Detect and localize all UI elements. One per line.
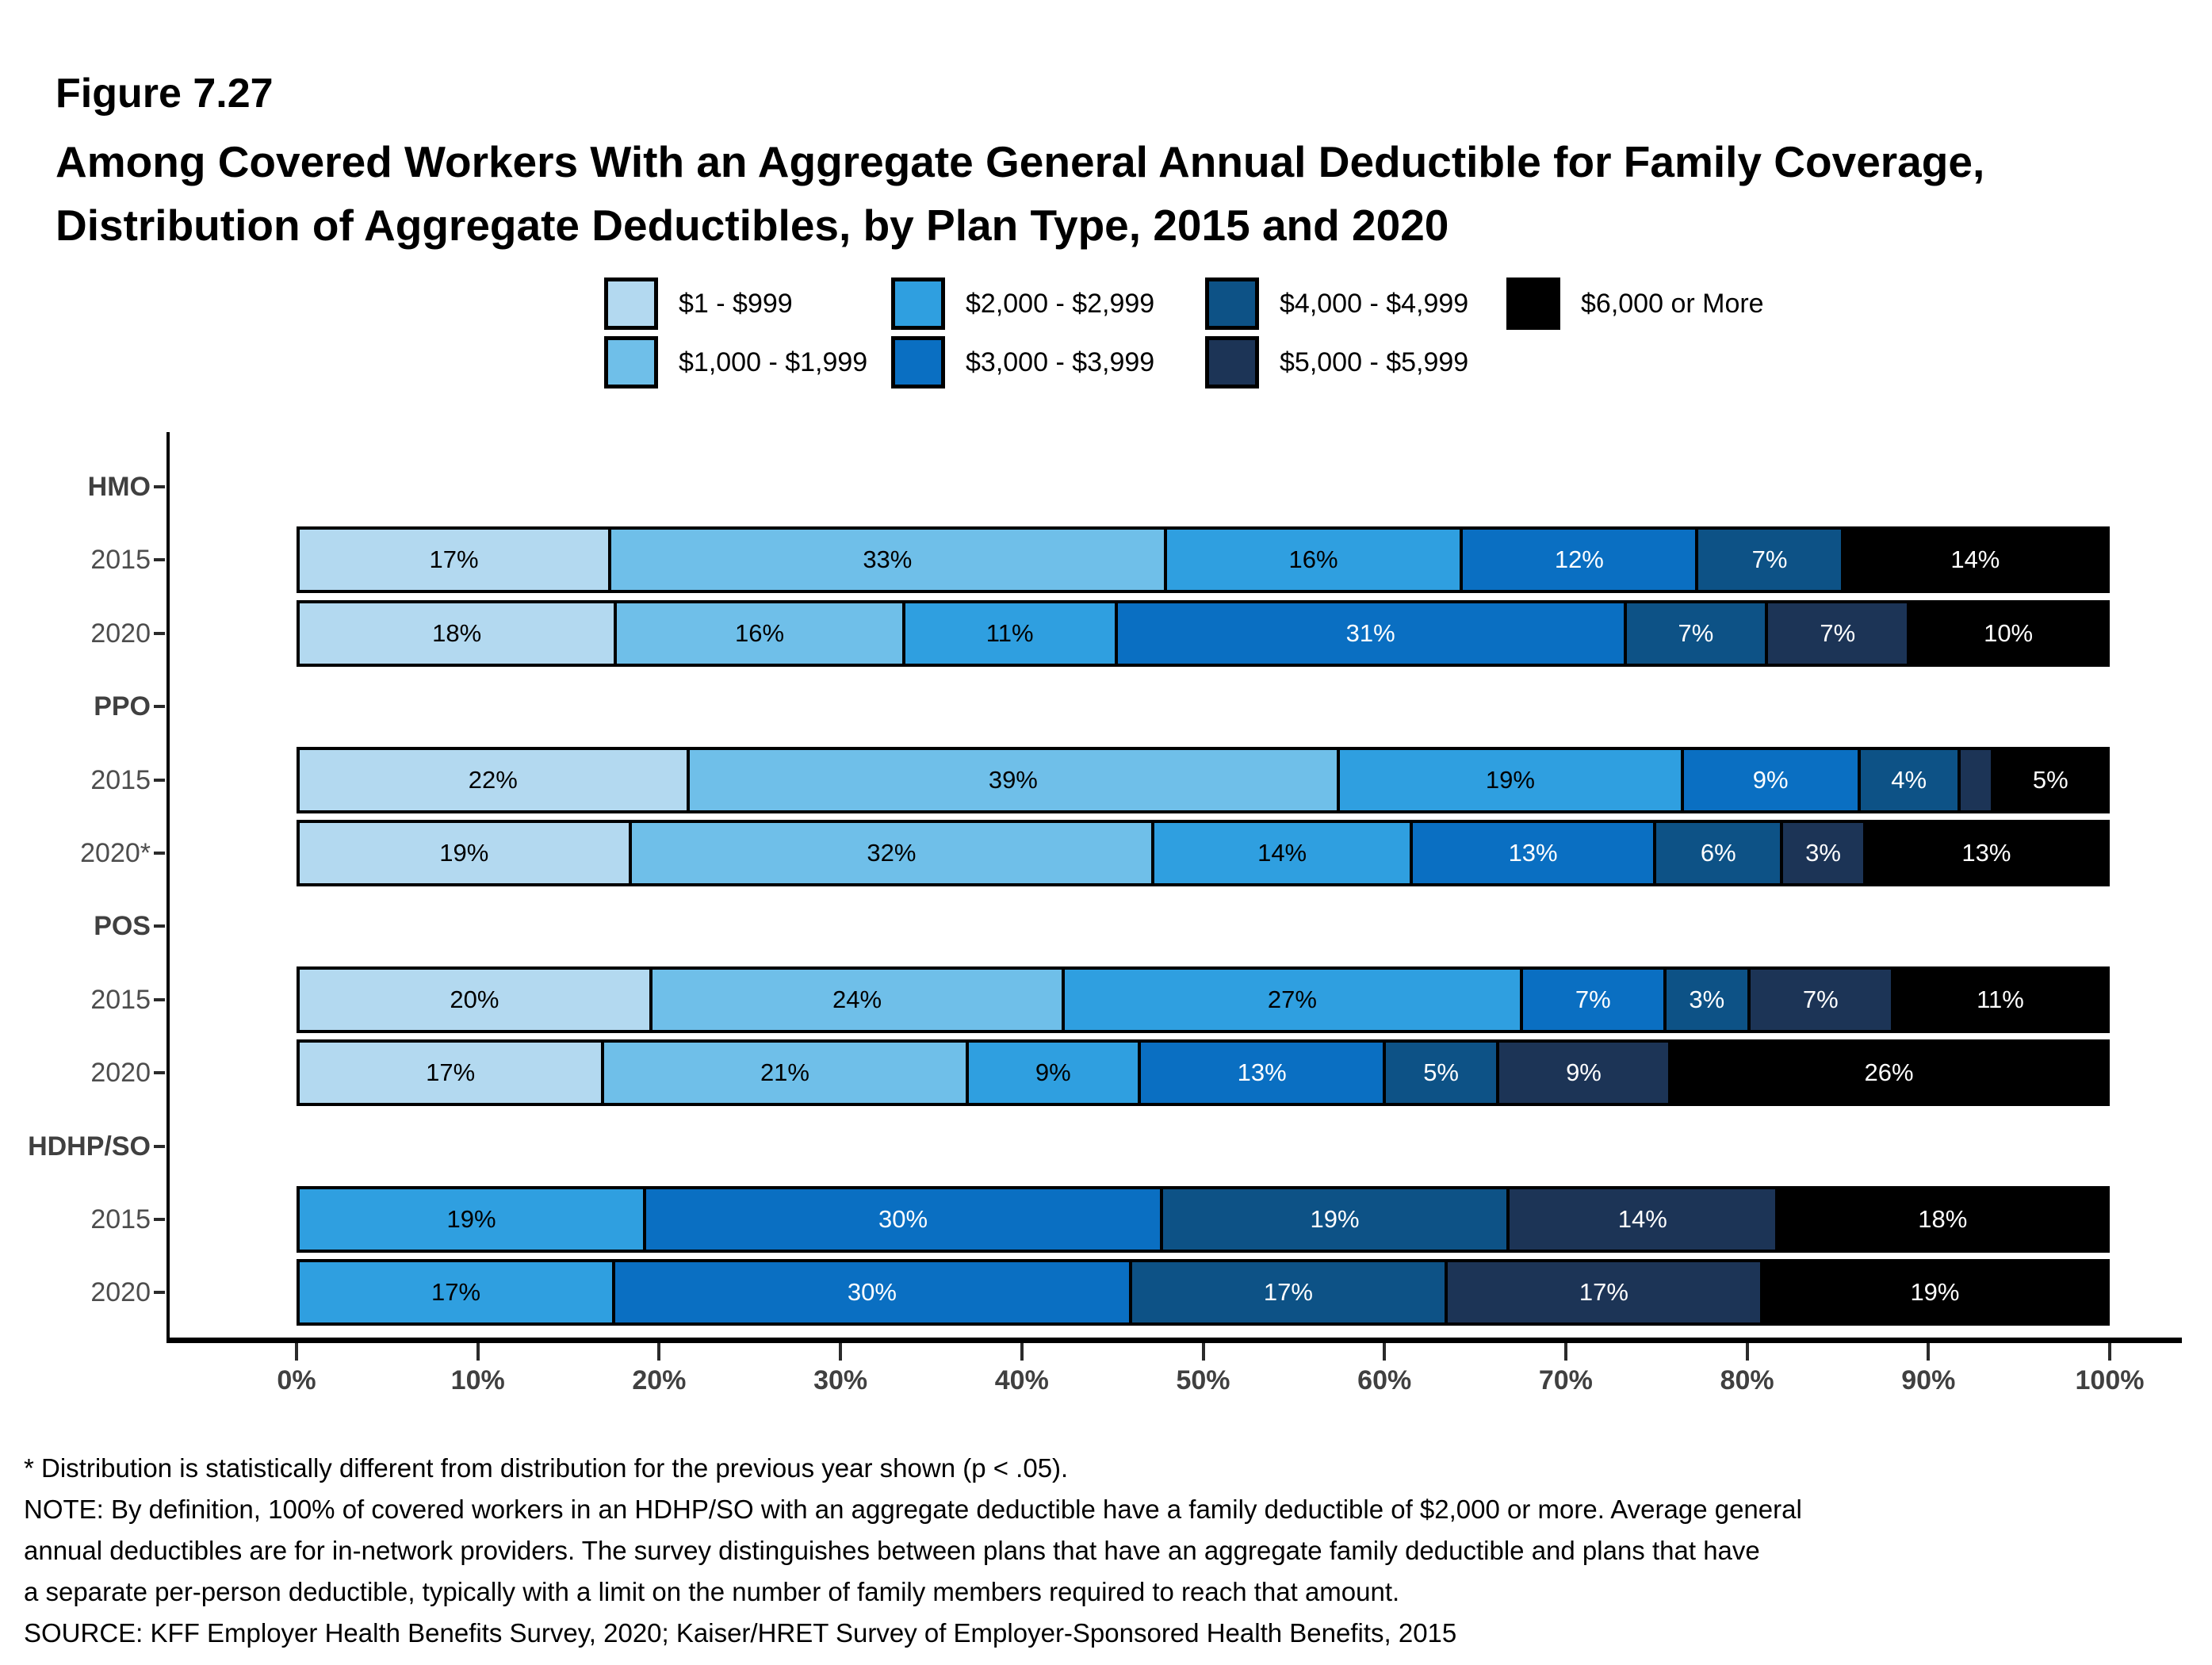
- legend-label: $2,000 - $2,999: [966, 288, 1155, 319]
- segment-value-label: 19%: [1485, 765, 1535, 794]
- segment-value-label: 9%: [1752, 765, 1789, 794]
- x-axis-tick: [1202, 1343, 1205, 1361]
- x-tick-label: 60%: [1357, 1365, 1412, 1395]
- x-axis-tick: [295, 1343, 298, 1361]
- bar-segment: [601, 1043, 965, 1103]
- bar-segment: [1410, 823, 1653, 883]
- footnote-line: annual deductibles are for in-network providers. The survey distinguishes between plans that have an aggregate family deductible and plans that have: [24, 1536, 1760, 1565]
- y-axis-tick: [154, 1291, 165, 1294]
- year-label: 2020: [90, 1277, 151, 1308]
- bar-segment: [1062, 970, 1519, 1030]
- bar-segment: [300, 1043, 601, 1103]
- segment-value-label: 4%: [1891, 765, 1927, 794]
- segment-value-label: 7%: [1820, 618, 1856, 647]
- bar-segment: [300, 1262, 612, 1322]
- legend-label: $6,000 or More: [1581, 288, 1764, 319]
- y-axis-tick: [154, 1071, 165, 1074]
- bar-segment: [1337, 750, 1681, 810]
- segment-value-label: 31%: [1345, 618, 1395, 647]
- bar-segment: [1383, 1043, 1495, 1103]
- footnote-line: a separate per-person deductible, typically with a limit on the number of family members required to reach that amount.: [24, 1577, 1400, 1606]
- year-label: 2020: [90, 618, 151, 649]
- bar-row: [297, 966, 2110, 1033]
- y-axis-tick: [154, 558, 165, 561]
- x-axis-tick: [476, 1343, 480, 1361]
- bar-segment: [1681, 750, 1858, 810]
- bar-segment: [1765, 603, 1907, 664]
- segment-value-label: 27%: [1267, 985, 1317, 1013]
- segment-value-label: 22%: [468, 765, 518, 794]
- legend-swatch-icon: [604, 336, 658, 388]
- segment-value-label: 17%: [426, 1058, 476, 1087]
- bar-segment: [1907, 603, 2107, 664]
- segment-value-label: 9%: [1035, 1058, 1071, 1087]
- bar-segment: [300, 750, 687, 810]
- segment-value-label: 12%: [1554, 545, 1604, 574]
- y-axis-tick: [154, 998, 165, 1001]
- bar-segment: [1760, 1262, 2107, 1322]
- x-tick-label: 20%: [632, 1365, 687, 1395]
- bar-segment: [1445, 1262, 1760, 1322]
- legend-item: [891, 278, 1154, 330]
- bar-segment: [300, 603, 614, 664]
- bar-row: [297, 526, 2110, 593]
- bar-segment: [629, 823, 1152, 883]
- bar-segment: [1991, 750, 2107, 810]
- legend-label: $4,000 - $4,999: [1280, 288, 1469, 319]
- bar-segment: [1663, 970, 1747, 1030]
- year-label: 2020*: [80, 838, 151, 868]
- segment-value-label: 19%: [439, 839, 489, 867]
- legend-label: $5,000 - $5,999: [1280, 346, 1469, 377]
- bar-segment: [612, 1262, 1129, 1322]
- bar-segment: [300, 823, 629, 883]
- bar-row: [297, 1259, 2110, 1326]
- x-axis-tick: [839, 1343, 842, 1361]
- group-label: PPO: [94, 691, 151, 722]
- y-axis-tick: [154, 632, 165, 635]
- segment-value-label: 6%: [1700, 839, 1736, 867]
- legend-item: [604, 278, 793, 330]
- x-tick-label: 70%: [1538, 1365, 1593, 1395]
- segment-value-label: 33%: [863, 545, 913, 574]
- segment-value-label: 16%: [1288, 545, 1338, 574]
- x-tick-label: 40%: [994, 1365, 1049, 1395]
- legend-item: [604, 336, 867, 388]
- segment-value-label: 18%: [1918, 1205, 1968, 1233]
- group-label: HMO: [87, 472, 151, 502]
- segment-value-label: 21%: [760, 1058, 809, 1087]
- bar-segment: [1863, 823, 2107, 883]
- segment-value-label: 13%: [1961, 839, 2011, 867]
- legend-item: [891, 336, 1154, 388]
- bar-segment: [1164, 530, 1460, 590]
- legend-label: $1,000 - $1,999: [679, 346, 868, 377]
- legend-item: [1205, 336, 1468, 388]
- x-tick-label: 10%: [450, 1365, 505, 1395]
- x-axis-tick: [1564, 1343, 1567, 1361]
- legend-item: [1205, 278, 1468, 330]
- bar-segment: [902, 603, 1115, 664]
- legend-swatch-icon: [1205, 336, 1259, 388]
- segment-value-label: 32%: [867, 839, 917, 867]
- segment-value-label: 3%: [1689, 985, 1725, 1013]
- y-axis-tick: [154, 1145, 165, 1148]
- bar-row: [297, 1039, 2110, 1106]
- x-axis-tick: [1746, 1343, 1749, 1361]
- segment-value-label: 10%: [1984, 618, 2034, 647]
- x-tick-label: 90%: [1901, 1365, 1956, 1395]
- bar-row: [297, 820, 2110, 886]
- segment-value-label: 20%: [450, 985, 499, 1013]
- bar-segment: [643, 1189, 1160, 1250]
- x-axis-tick: [2108, 1343, 2111, 1361]
- bar-segment: [1115, 603, 1624, 664]
- figure-title-line2: Distribution of Aggregate Deductibles, by Plan Type, 2015 and 2020: [55, 201, 1449, 250]
- legend-swatch-icon: [1506, 278, 1560, 330]
- bar-segment: [1520, 970, 1663, 1030]
- bar-segment: [614, 603, 901, 664]
- segment-value-label: 30%: [847, 1278, 897, 1307]
- group-label: HDHP/SO: [28, 1131, 151, 1162]
- bar-segment: [1891, 970, 2107, 1030]
- legend-swatch-icon: [604, 278, 658, 330]
- segment-value-label: 7%: [1678, 618, 1714, 647]
- bar-segment: [1151, 823, 1410, 883]
- year-label: 2015: [90, 1204, 151, 1234]
- segment-value-label: 39%: [988, 765, 1038, 794]
- segment-value-label: 17%: [1263, 1278, 1313, 1307]
- year-label: 2015: [90, 764, 151, 795]
- segment-value-label: 13%: [1237, 1058, 1287, 1087]
- y-axis-tick: [154, 852, 165, 855]
- bar-segment: [687, 750, 1337, 810]
- segment-value-label: 5%: [2032, 765, 2068, 794]
- segment-value-label: 19%: [1910, 1278, 1960, 1307]
- segment-value-label: 17%: [429, 545, 479, 574]
- segment-value-label: 14%: [1950, 545, 2000, 574]
- segment-value-label: 19%: [446, 1205, 496, 1233]
- segment-value-label: 7%: [1751, 545, 1788, 574]
- figure-title-line1: Among Covered Workers With an Aggregate General Annual Deductible for Family Coverage,: [55, 137, 1985, 186]
- bar-segment: [649, 970, 1062, 1030]
- group-label: POS: [94, 911, 151, 942]
- bar-row: [297, 747, 2110, 813]
- bar-segment: [1780, 823, 1862, 883]
- bar-segment: [1858, 750, 1958, 810]
- x-tick-label: 80%: [1720, 1365, 1774, 1395]
- segment-value-label: 17%: [1579, 1278, 1628, 1307]
- x-tick-label: 50%: [1176, 1365, 1230, 1395]
- bar-segment: [608, 530, 1164, 590]
- legend-swatch-icon: [1205, 278, 1259, 330]
- segment-value-label: 24%: [832, 985, 882, 1013]
- x-tick-label: 30%: [813, 1365, 868, 1395]
- bar-row: [297, 1186, 2110, 1253]
- bar-segment: [966, 1043, 1138, 1103]
- y-axis-tick: [154, 1218, 165, 1221]
- segment-value-label: 5%: [1423, 1058, 1459, 1087]
- legend-item: [1506, 278, 1764, 330]
- year-label: 2020: [90, 1058, 151, 1089]
- x-tick-label: 100%: [2075, 1365, 2145, 1395]
- segment-value-label: 3%: [1805, 839, 1841, 867]
- legend-label: $1 - $999: [679, 288, 793, 319]
- year-label: 2015: [90, 545, 151, 576]
- bar-segment: [1160, 1189, 1506, 1250]
- bar-segment: [300, 970, 649, 1030]
- bar-segment: [1138, 1043, 1383, 1103]
- bar-segment: [1653, 823, 1780, 883]
- bar-segment: [300, 530, 608, 590]
- segment-value-label: 11%: [1977, 985, 2024, 1013]
- bar-row: [297, 600, 2110, 667]
- bar-segment: [1695, 530, 1840, 590]
- x-axis-tick: [1383, 1343, 1386, 1361]
- segment-value-label: 18%: [432, 618, 482, 647]
- footnote-line: NOTE: By definition, 100% of covered workers in an HDHP/SO with an aggregate deductible have a family deductible of $2,000 or more. Average general: [24, 1495, 1802, 1524]
- segment-value-label: 7%: [1575, 985, 1611, 1013]
- bar-segment: [1506, 1189, 1775, 1250]
- bar-segment: [1841, 530, 2107, 590]
- bar-segment: [1129, 1262, 1445, 1322]
- footnote-line: * Distribution is statistically different from distribution for the previous year shown (p < .05).: [24, 1453, 1069, 1483]
- segment-value-label: 7%: [1802, 985, 1839, 1013]
- segment-value-label: 30%: [878, 1205, 928, 1233]
- segment-value-label: 11%: [985, 618, 1034, 647]
- bar-segment: [300, 1189, 643, 1250]
- footnote-line: SOURCE: KFF Employer Health Benefits Survey, 2020; Kaiser/HRET Survey of Employer-Sponsored Health Benefits, 2015: [24, 1618, 1457, 1648]
- bar-segment: [1496, 1043, 1668, 1103]
- segment-value-label: 26%: [1864, 1058, 1914, 1087]
- segment-value-label: 16%: [734, 618, 785, 647]
- segment-value-label: 14%: [1617, 1205, 1667, 1233]
- legend-label: $3,000 - $3,999: [966, 346, 1155, 377]
- segment-value-label: 9%: [1566, 1058, 1602, 1087]
- bar-segment: [1747, 970, 1891, 1030]
- segment-value-label: 17%: [431, 1278, 481, 1307]
- footnotes: [24, 1448, 1802, 1654]
- legend-swatch-icon: [891, 278, 945, 330]
- x-axis-line: [166, 1338, 2182, 1343]
- year-label: 2015: [90, 984, 151, 1015]
- y-axis-tick: [154, 924, 165, 928]
- bar-segment: [1624, 603, 1766, 664]
- x-axis-tick: [657, 1343, 660, 1361]
- segment-value-label: 19%: [1310, 1205, 1360, 1233]
- y-axis-tick: [154, 485, 165, 488]
- y-axis-line: [166, 432, 170, 1341]
- bar-segment: [1775, 1189, 2107, 1250]
- bar-segment: [1460, 530, 1695, 590]
- x-tick-label: 0%: [277, 1365, 316, 1395]
- bar-segment: [1958, 750, 1992, 810]
- y-axis-tick: [154, 779, 165, 782]
- bar-segment: [1668, 1043, 2107, 1103]
- figure-number: Figure 7.27: [55, 71, 274, 117]
- x-axis-tick: [1927, 1343, 1930, 1361]
- legend-swatch-icon: [891, 336, 945, 388]
- segment-value-label: 13%: [1508, 839, 1558, 867]
- y-axis-tick: [154, 705, 165, 708]
- x-axis-tick: [1020, 1343, 1024, 1361]
- segment-value-label: 14%: [1257, 839, 1307, 867]
